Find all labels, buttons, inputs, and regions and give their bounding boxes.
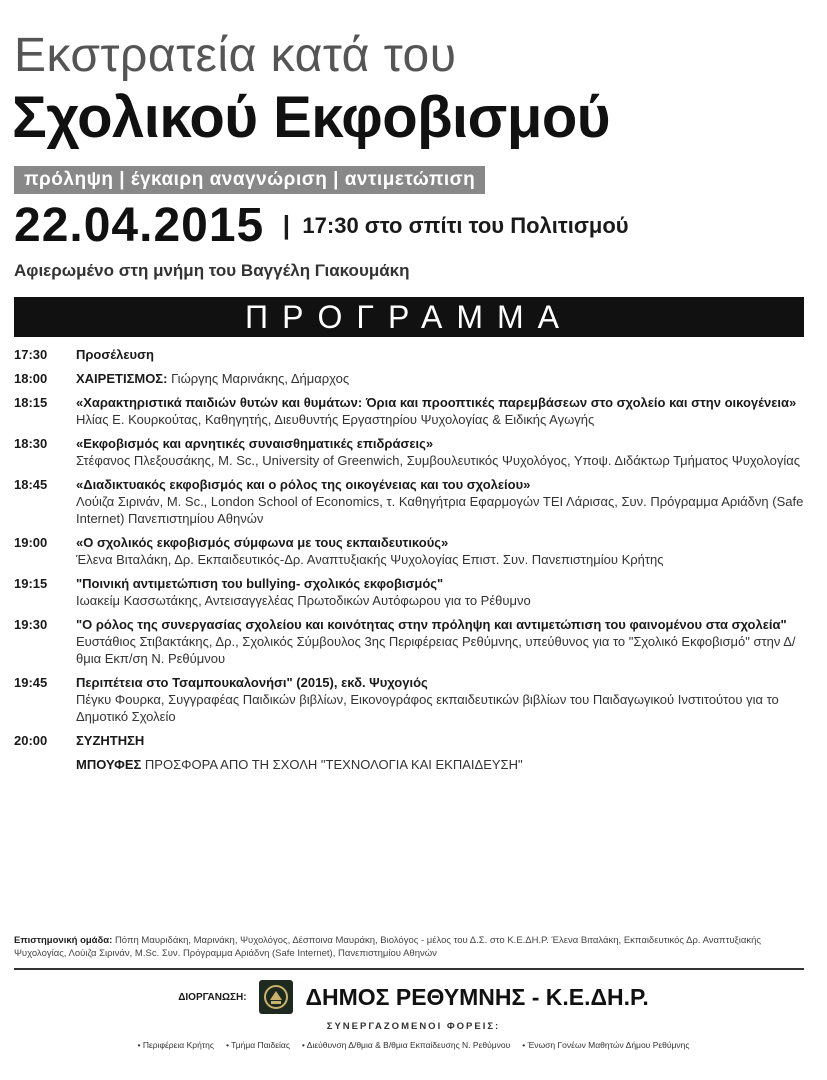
dedication: Αφιερωμένο στη μνήμη του Βαγγέλη Γιακουμάκη: [14, 261, 410, 280]
schedule-body: [76, 435, 814, 469]
schedule-entry: [14, 534, 814, 568]
schedule-title: "Ποινική αντιμετώπιση του bullying- σχολικός εκφοβισμός": [76, 576, 444, 591]
schedule-entry: [14, 732, 814, 749]
municipality-emblem-icon: [259, 980, 293, 1014]
schedule-entry: [14, 674, 814, 725]
organizer-row: [0, 980, 827, 1014]
schedule-detail: Στέφανος Πλεξουσάκης, M. Sc., University of Greenwich, Συμβουλευτικός Ψυχολόγος, Υποψ. Διδάκτωρ Τμήματος Ψυχολογίας: [76, 453, 801, 468]
schedule-time: 19:15: [14, 576, 48, 591]
schedule-body: [76, 575, 814, 609]
scientific-team-label: Επιστημονική ομάδα:: [14, 935, 113, 946]
schedule-title: "Ο ρόλος της συνεργασίας σχολείου και κοινότητας στην πρόληψη και αντιμετώπιση του φαινομένου στα σχολεία": [76, 617, 787, 632]
schedule-title: «Εκφοβισμός και αρνητικές συναισθηματικές επιδράσεις»: [76, 436, 434, 451]
schedule-list: [14, 346, 814, 780]
schedule-entry: [14, 435, 814, 469]
event-time-venue: 17:30 στο σπίτι του Πολιτισμού: [302, 212, 629, 238]
partner-item: • Περιφέρεια Κρήτης: [137, 1040, 214, 1050]
program-heading: ΠΡΟΓΡΑΜΜΑ: [14, 297, 804, 337]
schedule-body: [76, 674, 814, 725]
schedule-title: ΜΠΟΥΦΕΣ: [76, 757, 142, 772]
date-separator: |: [282, 210, 290, 240]
divider: [14, 968, 804, 970]
schedule-entry: [14, 575, 814, 609]
title-line-2: Σχολικού Εκφοβισμού: [12, 85, 610, 150]
schedule-title: ΣΥΖΗΤΗΣΗ: [76, 733, 145, 748]
schedule-body: [76, 394, 814, 428]
schedule-entry: [14, 370, 814, 387]
schedule-title: «Διαδικτυακός εκφοβισμός και ο ρόλος της οικογένειας και του σχολείου»: [76, 477, 531, 492]
schedule-body: [76, 732, 814, 749]
schedule-detail: Ιωακείμ Κασσωτάκης, Αντεισαγγελέας Πρωτοδικών Αυτόφωρου για το Ρέθυμνο: [76, 593, 531, 608]
partner-item: • Διεύθυνση Δ/θμια & Β/θμια Εκπαίδευσης Ν. Ρεθύμνου: [301, 1040, 511, 1050]
schedule-time: 20:00: [14, 733, 48, 748]
schedule-entry: [14, 616, 814, 667]
schedule-body: [76, 346, 814, 363]
title-line-1: Εκστρατεία κατά του: [14, 29, 457, 82]
scientific-team-note: [14, 934, 804, 960]
schedule-detail: Λούιζα Σιρινάν, M. Sc., London School of Economics, τ. Καθηγήτρια Εφαρμογών ΤΕΙ Λάρισας, Συν. Πρόγραμμα Αριάδνη (Safe Internet) Πανεπιστημίου Αθηνών: [76, 494, 804, 526]
schedule-time: 19:30: [14, 617, 48, 632]
schedule-entry: [14, 346, 814, 363]
schedule-title: ΧΑΙΡΕΤΙΣΜΟΣ:: [76, 371, 168, 386]
schedule-title: Περιπέτεια στο Τσαμπουκαλονήσι" (2015), εκδ. Ψυχογιός: [76, 675, 428, 690]
schedule-body: [76, 756, 814, 773]
schedule-detail: ΠΡΟΣΦΟΡΑ ΑΠΟ ΤΗ ΣΧΟΛΗ "ΤΕΧΝΟΛΟΓΙΑ ΚΑΙ ΕΚΠΑΙΔΕΥΣΗ": [144, 757, 523, 772]
organizer-label: ΔΙΟΡΓΑΝΩΣΗ:: [178, 991, 247, 1003]
schedule-time: 19:00: [14, 535, 48, 550]
partners-label: ΣΥΝΕΡΓΑΖΟΜΕΝΟΙ ΦΟΡΕΙΣ:: [326, 1021, 501, 1032]
schedule-detail: Ηλίας Ε. Κουρκούτας, Καθηγητής, Διευθυντής Εργαστηρίου Ψυχολογίας & Ειδικής Αγωγής: [76, 412, 595, 427]
organizer-name: ΔΗΜΟΣ ΡΕΘΥΜΝΗΣ - Κ.Ε.ΔΗ.Ρ.: [305, 983, 649, 1010]
schedule-time: 18:30: [14, 436, 48, 451]
scientific-team-text: Πόπη Μαυριδάκη, Μαρινάκη, Ψυχολόγος, Δέσποινα Μαυράκη, Βιολόγος - μέλος του Δ.Σ. στο Κ.Ε.ΔΗ.Ρ. Έλενα Βιταλάκη, Εκπαιδευτικός Δρ. Αναπτυξιακής Ψυχολογίας, Λούιζα Σιρινάν, M.Sc. Συν. Πρόγραμμα Αριάδνη (Safe Internet), Πανεπιστημίου Αθηνών: [14, 935, 762, 959]
schedule-body: [76, 370, 814, 387]
schedule-title: Προσέλευση: [76, 347, 154, 362]
partner-item: • Τμήμα Παιδείας: [226, 1040, 290, 1050]
schedule-entry: [14, 394, 814, 428]
schedule-body: [76, 534, 814, 568]
schedule-detail: Ευστάθιος Στιβακτάκης, Δρ., Σχολικός Σύμβουλος 3ης Περιφέρειας Ρεθύμνης, υπεύθυνος για το "Σχολικό Εκφοβισμό" στην Δ/θμια Εκπ/ση Ν. Ρεθύμνου: [76, 634, 796, 666]
schedule-detail: Πέγκυ Φουρκα, Συγγραφέας Παιδικών βιβλίων, Εικονογράφος εκπαιδευτικών βιβλίων του Παιδαγωγικού Ινστιτούτου για το Δημοτικό Σχολείο: [76, 692, 779, 724]
schedule-time: 19:45: [14, 675, 48, 690]
event-date-row: [14, 198, 629, 253]
schedule-time: [14, 756, 76, 773]
partners-list: [0, 1040, 827, 1050]
schedule-time: 18:00: [14, 371, 48, 386]
schedule-entry: [14, 756, 814, 773]
schedule-body: [76, 476, 814, 527]
tagline-banner: πρόληψη | έγκαιρη αναγνώριση | αντιμετώπιση: [14, 166, 485, 194]
schedule-time: 18:45: [14, 477, 48, 492]
schedule-title: «Χαρακτηριστικά παιδιών θυτών και θυμάτων: Όρια και προοπτικές παρεμβάσεων στο σχολείο και στην οικογένεια»: [76, 395, 797, 410]
schedule-time: 18:15: [14, 395, 48, 410]
schedule-detail: Έλενα Βιταλάκη, Δρ. Εκπαιδευτικός-Δρ. Αναπτυξιακής Ψυχολογίας Επιστ. Συν. Πανεπιστημίου Κρήτης: [76, 552, 664, 567]
schedule-entry: [14, 476, 814, 527]
schedule-time: 17:30: [14, 347, 48, 362]
schedule-body: [76, 616, 814, 667]
partner-item: • Ένωση Γονέων Μαθητών Δήμου Ρεθύμνης: [522, 1040, 690, 1050]
event-date: 22.04.2015: [14, 199, 265, 252]
schedule-title: «Ο σχολικός εκφοβισμός σύμφωνα με τους εκπαιδευτικούς»: [76, 535, 449, 550]
schedule-detail: Γιώργης Μαρινάκης, Δήμαρχος: [171, 371, 350, 386]
